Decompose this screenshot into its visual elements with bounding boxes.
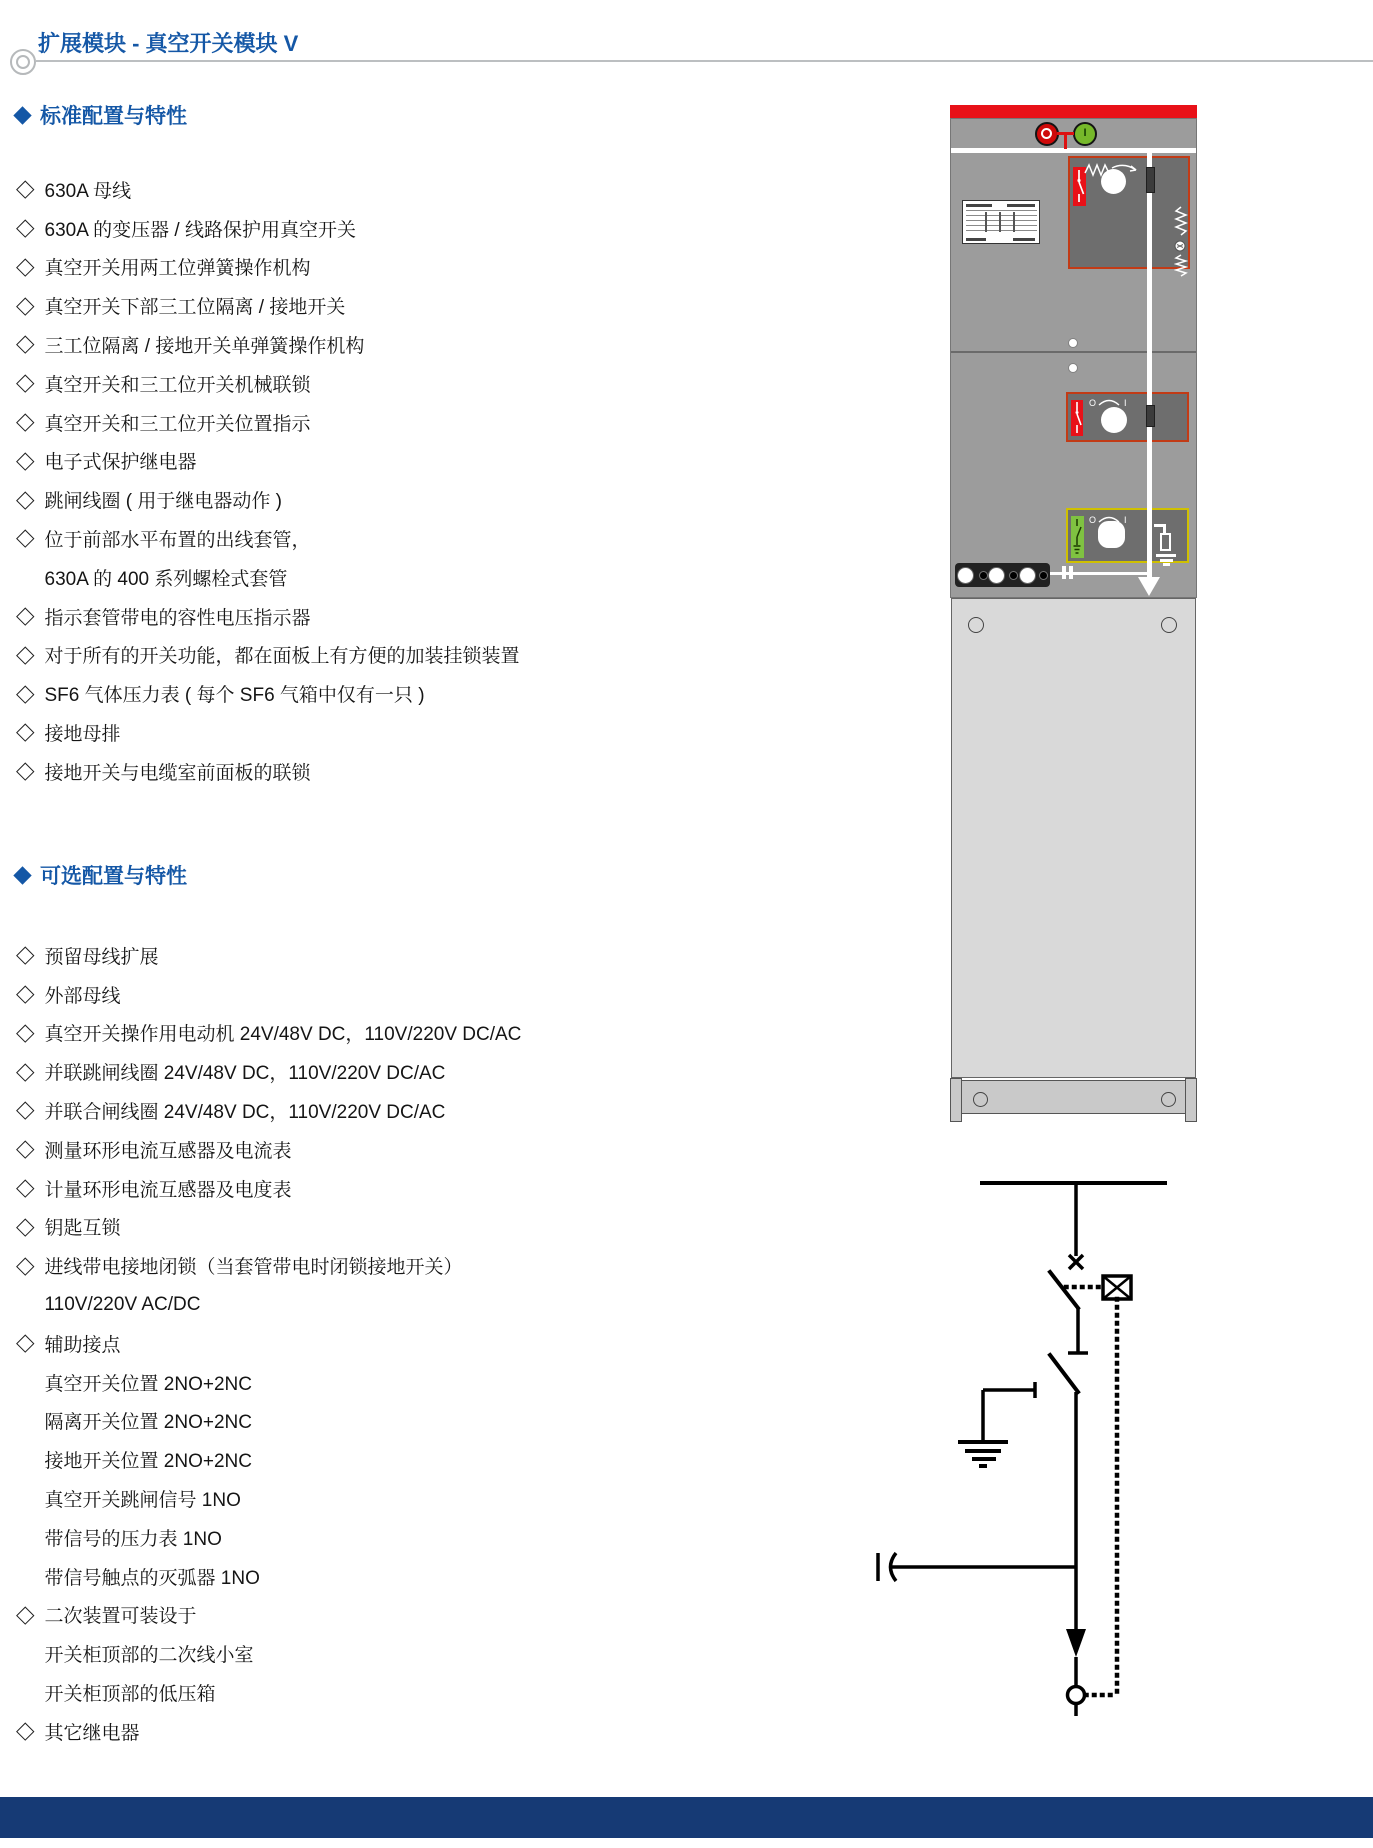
feature-text: 指示套管带电的容性电压指示器 [44,607,311,629]
feature-list-item [16,1596,816,1635]
cabinet-white-stripe-horizontal [951,148,1196,153]
plinth-front-panel [961,1080,1186,1114]
nameplate-table-lines [966,210,1037,234]
feature-list-item [16,519,816,558]
spring-mechanism-vertical-icon [1174,254,1188,278]
feature-text: 并联跳闸线圈 24V/48V DC，110V/220V DC/AC [44,1063,446,1085]
feature-list-item [16,1518,816,1557]
feature-list-item [16,248,816,287]
rotary-i-label: I [1124,398,1127,408]
hollow-diamond-bullet-icon [16,491,34,509]
operating-shaft-socket [1146,167,1155,193]
ring-ornament-inner [16,55,30,69]
bushing-large [988,567,1005,584]
feature-list-item [16,1712,816,1751]
rotary-i-label: I [1124,515,1127,525]
feature-list-item [16,558,816,597]
feature-text: 跳闸线圈 ( 用于继电器动作 ) [44,491,282,513]
switch-position-red-indicator [1071,400,1083,436]
feature-list-item [16,975,816,1014]
hollow-diamond-bullet-icon [16,375,34,393]
feature-text: 接地母排 [44,724,121,746]
feature-list-item [16,1324,816,1363]
hollow-diamond-bullet-icon [16,1141,34,1159]
earth-component-box [1160,533,1171,551]
feature-list-item [16,752,816,791]
hollow-diamond-bullet-icon [16,1179,34,1197]
nameplate-table-column [985,212,987,232]
feature-list-item [16,1557,816,1596]
panel-fastener-circle [968,617,984,633]
feature-list-item [16,1169,816,1208]
feature-text: 外部母线 [44,985,121,1007]
optional-section-heading [16,861,187,889]
feature-list-item [16,713,816,752]
rotary-position-arc-icon [1088,396,1130,408]
feature-list-item [16,442,816,481]
standard-section-heading [16,101,187,129]
switch-position-green-indicator [1071,516,1084,558]
hollow-diamond-bullet-icon [16,1335,34,1353]
hollow-diamond-bullet-icon [16,530,34,548]
nameplate-text-dash [1013,238,1035,241]
feature-list-item [16,1363,816,1402]
feature-text: 接地开关与电缆室前面板的联锁 [44,762,311,784]
standard-heading-text: 标准配置与特性 [40,105,187,128]
cable-terminal-circle [1068,1687,1085,1704]
feature-text: SF6 气体压力表 ( 每个 SF6 气箱中仅有一只 ) [44,685,425,707]
hollow-diamond-bullet-icon [16,607,34,625]
feature-text: 辅助接点 [44,1334,121,1356]
screw-head-icon [1174,240,1186,252]
feature-list-item [16,480,816,519]
hollow-diamond-bullet-icon [16,1024,34,1042]
bushing-large [1019,567,1036,584]
feature-text: 630A 的变压器 / 线路保护用真空开关 [44,219,356,241]
header-divider [36,60,1373,62]
cable-arrow [1066,1629,1086,1657]
ground-symbol-bar [1160,559,1173,562]
indicator-dot [1068,338,1078,348]
hollow-diamond-bullet-icon [16,1218,34,1236]
feature-text: 隔离开关位置 2NO+2NC [44,1412,252,1434]
feature-text: 三工位隔离 / 接地开关单弹簧操作机构 [44,336,365,358]
hollow-diamond-bullet-icon [16,258,34,276]
feature-text: 预留母线扩展 [44,946,159,968]
nameplate-label [962,200,1040,244]
hollow-diamond-bullet-icon [16,685,34,703]
feature-list-item [16,286,816,325]
feature-list-item [16,1479,816,1518]
feature-text: 电子式保护继电器 [44,452,197,474]
hollow-diamond-bullet-icon [16,413,34,431]
feature-text: 开关柜顶部的低压箱 [44,1684,216,1706]
hollow-diamond-bullet-icon [16,763,34,781]
hollow-diamond-bullet-icon [16,219,34,237]
feature-list-item [16,1246,816,1285]
feature-text: 其它继电器 [44,1722,140,1744]
feature-text: 计量环形电流互感器及电度表 [44,1179,292,1201]
optional-feature-list [16,936,816,1751]
earth-link-line-v [1163,524,1166,533]
nameplate-table-column [1013,212,1015,232]
bushing-large [957,567,974,584]
hollow-diamond-bullet-icon [16,947,34,965]
feature-text: 真空开关位置 2NO+2NC [44,1373,252,1395]
switchgear-cabinet-illustration [950,105,1197,1122]
off-button [1035,122,1059,146]
feature-text: 真空开关操作用电动机 24V/48V DC，110V/220V DC/AC [44,1024,522,1046]
nameplate-text-dash [1007,204,1035,207]
spring-mechanism-vertical-icon [1174,206,1188,238]
connector-bar [1062,566,1066,579]
hollow-diamond-bullet-icon [16,1722,34,1740]
operating-knob [1098,521,1125,548]
feature-text: 110V/220V AC/DC [44,1293,201,1315]
optional-heading-text: 可选配置与特性 [40,865,187,888]
feature-list-item [16,597,816,636]
cabinet-red-top-band [950,105,1197,118]
switch-symbol-icon [1071,400,1083,436]
ring-ornament-icon [10,49,36,75]
ground-symbol [958,1442,1008,1466]
page-title: 扩展模块 - 真空开关模块 V [38,31,299,56]
mimic-bus-arrow-icon [1138,577,1160,596]
feature-list-item [16,403,816,442]
plinth-right-leg [1185,1078,1197,1122]
feature-list-item [16,209,816,248]
hollow-diamond-bullet-icon [16,1102,34,1120]
feature-text: 真空开关和三工位开关机械联锁 [44,374,311,396]
feature-list-item [16,325,816,364]
plinth-bolt-circle [1161,1092,1176,1107]
mimic-bus-stripe [1147,148,1152,577]
feature-text: 带信号触点的灭弧器 1NO [44,1567,260,1589]
feature-list-item [16,674,816,713]
earthing-switch-panel [1066,508,1189,563]
operating-knob [1101,169,1126,194]
feature-text: 真空开关用两工位弹簧操作机构 [44,258,311,280]
feature-text: 测量环形电流互感器及电流表 [44,1140,292,1162]
single-line-diagram [840,1165,1180,1725]
feature-list-item [16,1402,816,1441]
ground-symbol-bar [1156,554,1176,557]
rotary-o-label: O [1089,515,1097,525]
feature-list-item [16,1285,816,1324]
earth-switch-symbol-icon [1071,516,1084,558]
feature-text: 位于前部水平布置的出线套管， [44,530,311,552]
hollow-diamond-bullet-icon [16,181,34,199]
off-button-ring [1041,128,1052,139]
nameplate-table-column [999,212,1001,232]
disconnector-mechanism-panel [1066,392,1189,442]
disconnector-blade [1050,1355,1078,1392]
feature-list-item [16,1673,816,1712]
feature-text: 630A 母线 [44,180,132,202]
feature-list-item [16,936,816,975]
operating-shaft-socket [1146,405,1155,427]
feature-text: 二次装置可装设于 [44,1606,197,1628]
mimic-tee-horizontal [1057,132,1074,135]
panel-fastener-circle [1161,617,1177,633]
feature-text: 带信号的压力表 1NO [44,1528,222,1550]
standard-feature-list [16,170,816,791]
feature-text: 真空开关下部三工位隔离 / 接地开关 [44,297,346,319]
feature-list-item [16,170,816,209]
hollow-diamond-bullet-icon [16,452,34,470]
filled-diamond-icon [13,106,31,124]
feature-list-item [16,364,816,403]
nameplate-text-dash [966,204,992,207]
feature-list-item [16,636,816,675]
x-mark [1069,1255,1083,1269]
vacuum-switch-mechanism-panel [1068,156,1190,269]
cable-bushing-strip [955,563,1050,587]
feature-text: 真空开关和三工位开关位置指示 [44,413,311,435]
ground-symbol-bar [1163,563,1170,566]
feature-text: 接地开关位置 2NO+2NC [44,1451,252,1473]
bushing-small [1009,571,1018,580]
feature-text: 开关柜顶部的二次线小室 [44,1645,254,1667]
cabinet-section-divider [951,351,1196,353]
feature-text: 真空开关跳闸信号 1NO [44,1490,241,1512]
feature-list-item [16,1091,816,1130]
rotary-o-label: O [1089,398,1097,408]
footer-band [0,1797,1373,1838]
plinth-bolt-circle [973,1092,988,1107]
hollow-diamond-bullet-icon [16,724,34,742]
feature-text: 对于所有的开关功能，都在面板上有方便的加装挂锁装置 [44,646,520,668]
hollow-diamond-bullet-icon [16,297,34,315]
feature-text: 并联合闸线圈 24V/48V DC，110V/220V DC/AC [44,1102,446,1124]
hollow-diamond-bullet-icon [16,1063,34,1081]
feature-text: 630A 的 400 系列螺栓式套管 [44,568,288,590]
hollow-diamond-bullet-icon [16,985,34,1003]
nameplate-text-dash [966,238,986,241]
feature-list-item [16,1440,816,1479]
feature-text: 钥匙互锁 [44,1218,121,1240]
feature-list-item [16,1634,816,1673]
indicator-dot [1068,363,1078,373]
cable-compartment-panel [951,598,1196,1078]
operating-knob [1101,407,1127,433]
bushing-small [979,571,988,580]
feature-text: 进线带电接地闭锁（当套管带电时闭锁接地开关） [44,1257,463,1279]
vacuum-switch-blade [1050,1272,1078,1308]
filled-diamond-icon [13,866,31,884]
connector-bar [1069,566,1073,579]
feature-list-item [16,1052,816,1091]
hollow-diamond-bullet-icon [16,646,34,664]
feature-list-item [16,1130,816,1169]
bushing-small [1039,571,1048,580]
feature-list-item [16,1208,816,1247]
feature-list-item [16,1014,816,1053]
on-button: I [1073,122,1097,146]
hollow-diamond-bullet-icon [16,1257,34,1275]
hollow-diamond-bullet-icon [16,336,34,354]
hollow-diamond-bullet-icon [16,1606,34,1624]
